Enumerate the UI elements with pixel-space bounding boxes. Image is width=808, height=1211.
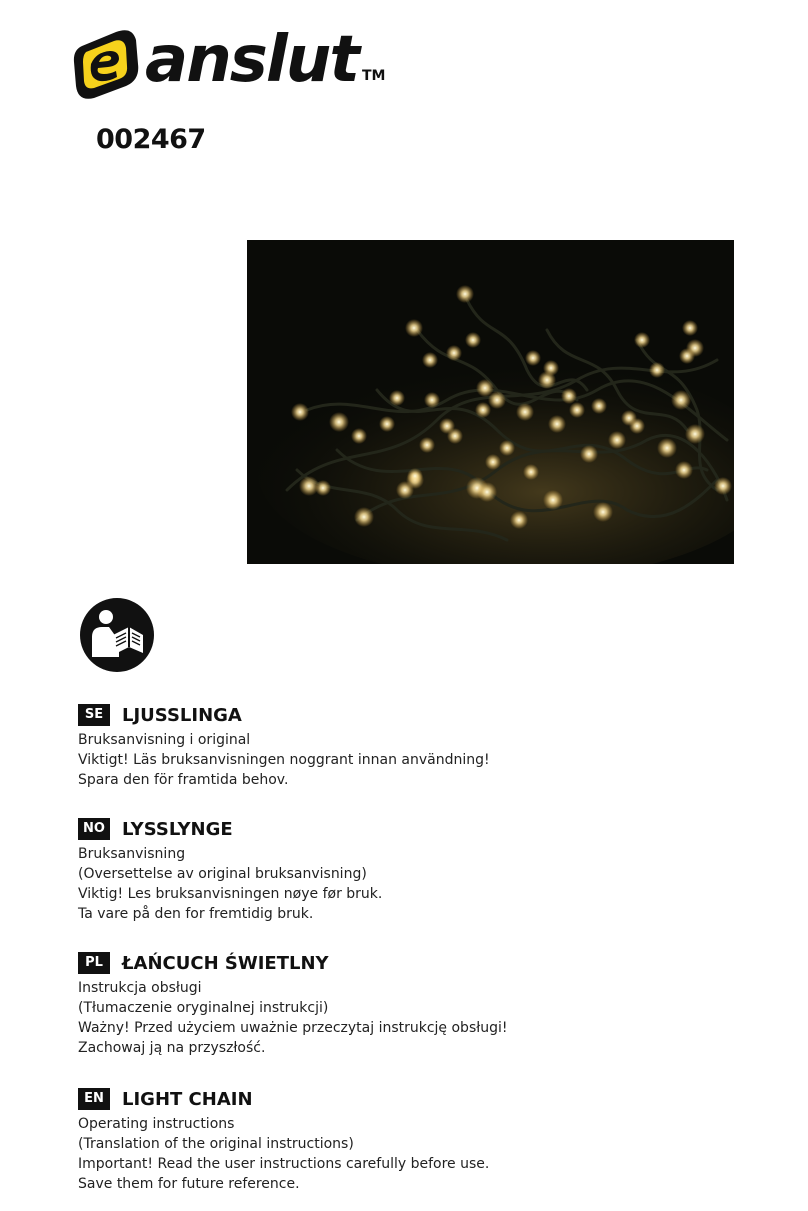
brand-logo <box>72 20 402 102</box>
section-se <box>78 703 738 790</box>
section-en <box>78 1087 738 1194</box>
language-badge-en: EN <box>78 1088 110 1110</box>
section-title-pl: ŁAŃCUCH ŚWIETLNY <box>122 952 329 974</box>
section-line: Bruksanvisning i original <box>78 732 251 748</box>
section-line: Viktigt! Läs bruksanvisningen noggrant innan användning! <box>78 752 490 768</box>
section-line: (Tłumaczenie oryginalnej instrukcji) <box>78 1000 329 1016</box>
language-badge-no: NO <box>78 818 110 840</box>
article-number: 002467 <box>96 124 206 155</box>
section-line: Viktig! Les bruksanvisningen nøye før bruk. <box>78 886 383 902</box>
section-line: Ważny! Przed użyciem uważnie przeczytaj instrukcję obsługi! <box>78 1020 508 1036</box>
section-line: Save them for future reference. <box>78 1176 300 1192</box>
section-line: Spara den för framtida behov. <box>78 772 289 788</box>
section-title-se: LJUSSLINGA <box>122 704 242 726</box>
section-line: Ta vare på den for fremtidig bruk. <box>78 906 314 922</box>
trademark-mark: TM <box>362 68 386 84</box>
language-badge-se: SE <box>78 704 110 726</box>
section-line: (Translation of the original instructions) <box>78 1136 354 1152</box>
section-line: Bruksanvisning <box>78 846 186 862</box>
brand-name: anslut <box>145 23 358 97</box>
product-photo <box>247 240 734 564</box>
section-title-en: LIGHT CHAIN <box>122 1088 253 1110</box>
section-line: Important! Read the user instructions carefully before use. <box>78 1156 490 1172</box>
section-line: (Oversettelse av original bruksanvisning) <box>78 866 367 882</box>
section-line: Zachowaj ją na przyszłość. <box>78 1040 266 1056</box>
language-badge-pl: PL <box>78 952 110 974</box>
read-manual-icon <box>79 597 155 673</box>
section-line: Operating instructions <box>78 1116 235 1132</box>
section-line: Instrukcja obsługi <box>78 980 202 996</box>
section-pl <box>78 951 738 1058</box>
anslut-logo-mark-icon <box>72 24 140 100</box>
section-no <box>78 817 738 924</box>
section-title-no: LYSSLYNGE <box>122 818 233 840</box>
